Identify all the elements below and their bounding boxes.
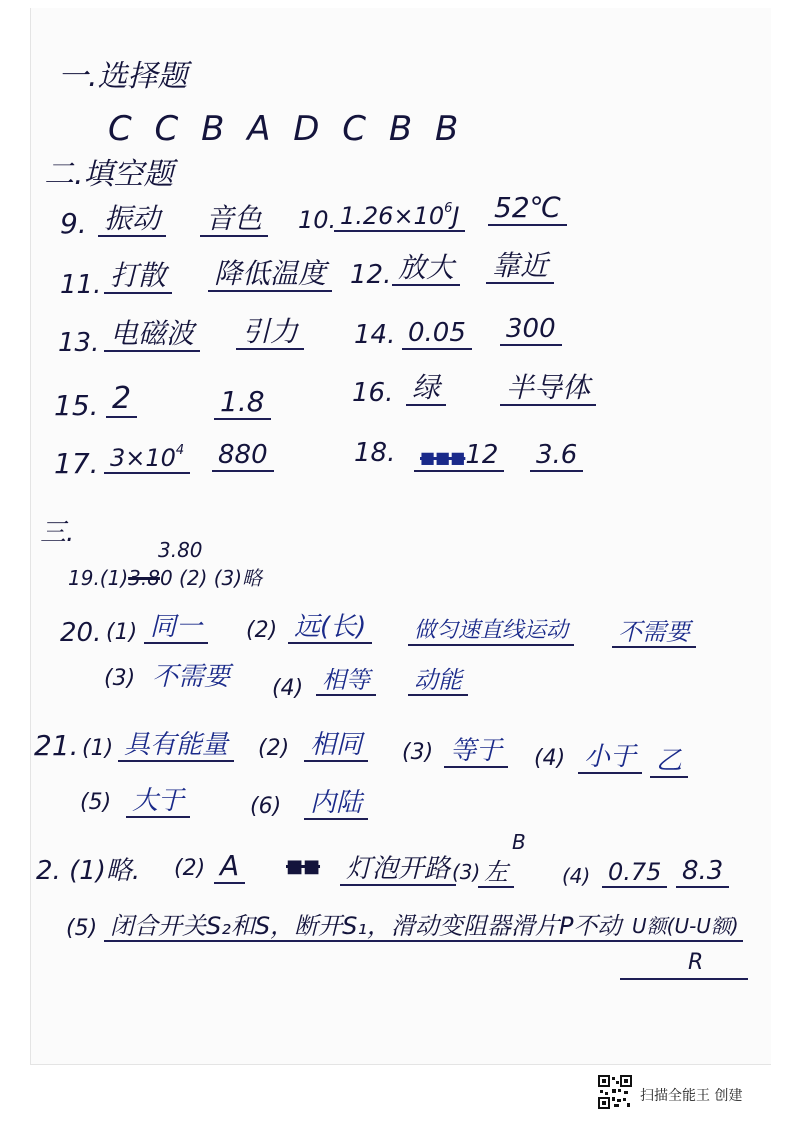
q13-number: 13. <box>58 328 100 358</box>
q21-part5-label: (5) <box>80 790 112 815</box>
q15-answer-2: 1.8 <box>214 388 271 420</box>
q20-part1-label: (1) <box>106 620 138 645</box>
q20-answer-5: 不需要 <box>152 662 231 692</box>
q20-answer-4: 不需要 <box>612 620 696 648</box>
q13-answer-1: 电磁波 <box>104 320 200 352</box>
q21-answer-2: 相同 <box>304 732 368 762</box>
q15-number: 15. <box>54 389 99 422</box>
section-2-heading: 二.填空题 <box>44 157 174 192</box>
q20-part3-label: (3) <box>104 666 136 691</box>
q22-part5-label: (5) <box>66 916 98 941</box>
q17-answer-2: 880 <box>212 442 274 472</box>
q22-answer-3-correction: B <box>512 830 526 854</box>
q10-answer-1 <box>334 201 465 232</box>
q20-answer-2: 远(长) <box>288 614 372 644</box>
q10-number: 10. <box>298 206 337 234</box>
q17-answer-1-exponent: 4 <box>175 443 185 458</box>
fraction-numerator: U额(U-U额) <box>628 916 743 942</box>
section-1-heading: 一.选择题 <box>58 59 188 94</box>
q16-number: 16. <box>352 378 394 408</box>
q14-answer-2: 300 <box>500 316 562 346</box>
section-3-heading: 三. <box>40 518 75 548</box>
q18-answer-1 <box>414 442 504 472</box>
q19-line <box>68 568 262 588</box>
q18-answer-1-value: 12 <box>465 440 499 470</box>
q22-answer-5: 8.3 <box>676 858 729 888</box>
q21-part4-label: (4) <box>534 746 566 771</box>
q21-part3-label: (3) <box>402 740 434 765</box>
q21-answer-7: 内陆 <box>304 790 368 820</box>
q18-crossed-out: ■■■ <box>420 448 466 467</box>
q21-number: 21. <box>34 729 79 762</box>
qr-code-icon <box>598 1075 632 1109</box>
q17-answer-1 <box>104 443 190 474</box>
q20-part4-label: (4) <box>272 676 304 701</box>
section-1-answers: C C B A D C B B <box>108 109 465 149</box>
q14-answer-1: 0.05 <box>402 320 472 350</box>
q18-answer-2: 3.6 <box>530 442 583 472</box>
q22-answer-1: A <box>214 852 245 884</box>
q22-answer-4: 0.75 <box>602 860 667 888</box>
q19-number: 19.(1) <box>68 566 129 590</box>
q22-number: 2. (1)略. <box>36 856 141 886</box>
q21-answer-3: 等于 <box>444 738 508 768</box>
q16-answer-1: 绿 <box>406 374 446 406</box>
q22-part4-label: (4) <box>562 864 591 888</box>
q12-number: 12. <box>350 260 392 290</box>
q19-correction: 3.80 <box>158 538 203 562</box>
q15-answer-1: 2 <box>106 384 137 418</box>
q11-number: 11. <box>60 270 102 300</box>
q22-answer-6: 闭合开关S₂和S，断开S₁，滑动变阻器滑片P不动 <box>104 914 639 942</box>
q20-answer-1: 同一 <box>144 614 208 644</box>
scanner-watermark: 扫描全能王 创建 <box>640 1088 743 1104</box>
q16-answer-2: 半导体 <box>500 374 596 406</box>
q22-part2-label: (2) <box>174 856 206 881</box>
q21-answer-4: 小于 <box>578 744 642 774</box>
q20-number: 20. <box>60 618 102 648</box>
q11-answer-2: 降低温度 <box>208 260 332 292</box>
q20-answer-6: 相等 <box>316 668 376 696</box>
q12-answer-1: 放大 <box>392 254 460 286</box>
q21-part2-label: (2) <box>258 736 290 761</box>
q11-answer-1: 打散 <box>104 262 172 294</box>
q22-crossed-out: ■■ <box>286 856 321 877</box>
q20-answer-7: 动能 <box>408 668 468 696</box>
q14-number: 14. <box>354 320 396 350</box>
q21-part6-label: (6) <box>250 794 282 819</box>
fraction-denominator: R <box>688 950 704 975</box>
q21-answer-1: 具有能量 <box>118 732 234 762</box>
q21-answer-5: 乙 <box>650 748 688 778</box>
q18-number: 18. <box>354 438 396 468</box>
q13-answer-2: 引力 <box>236 318 304 350</box>
q10-answer-2: 52℃ <box>488 194 567 226</box>
q20-answer-3: 做匀速直线运动 <box>408 620 574 646</box>
q9-answer-1: 振动 <box>98 205 166 237</box>
q9-answer-2: 音色 <box>200 205 268 237</box>
q22-answer-2: 灯泡开路 <box>340 856 456 886</box>
q20-part2-label: (2) <box>246 618 278 643</box>
q19-rest: 0 (2) (3)略 <box>159 566 263 590</box>
answer-underline <box>620 978 748 980</box>
q19-crossed-out: 3.8 <box>128 566 160 590</box>
q10-answer-1-unit: J <box>452 202 460 230</box>
q22-part3-label: (3) <box>452 860 481 884</box>
q21-part1-label: (1) <box>82 736 114 761</box>
q22-answer-3: 左 <box>478 860 514 888</box>
q10-answer-1-exponent: 6 <box>444 201 453 216</box>
q21-answer-6: 大于 <box>126 788 190 818</box>
q17-number: 17. <box>54 447 99 480</box>
q9-number: 9. <box>60 207 87 240</box>
q10-answer-1-base: 1.26×10 <box>340 202 445 230</box>
q17-answer-1-base: 3×10 <box>110 444 176 472</box>
q12-answer-2: 靠近 <box>486 252 554 284</box>
